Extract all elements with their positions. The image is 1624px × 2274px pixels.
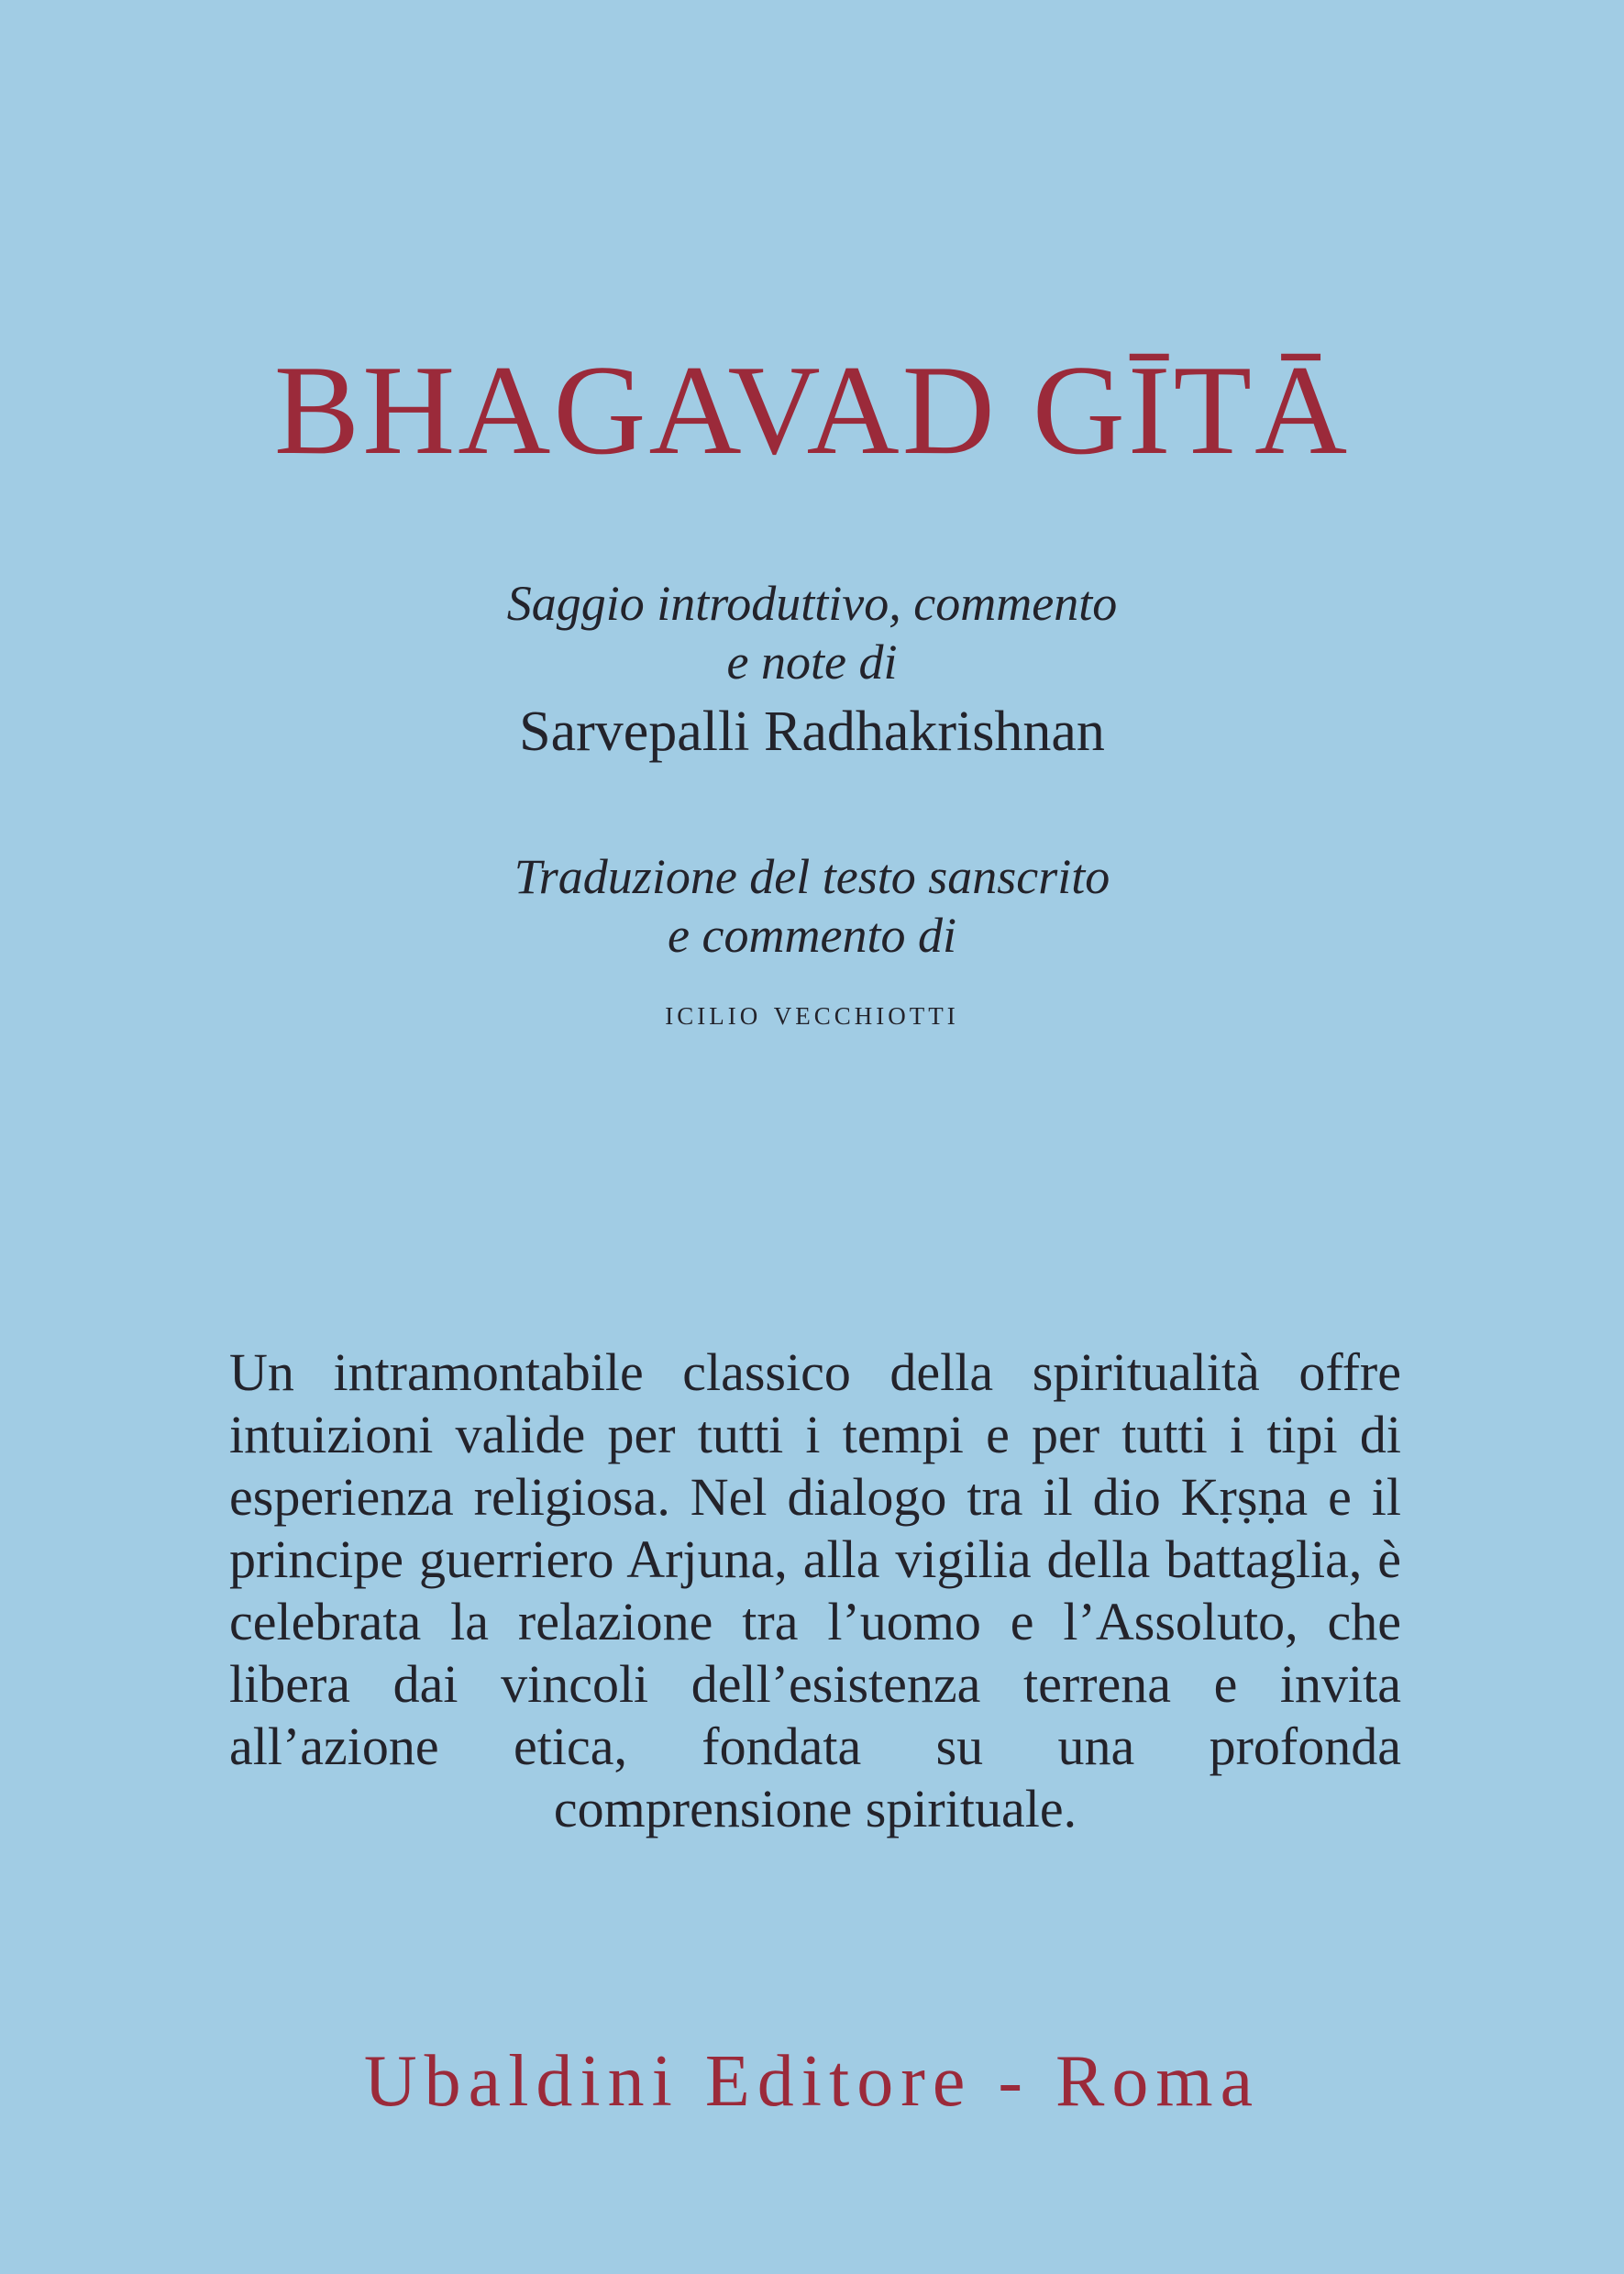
intro-credit bbox=[0, 574, 1624, 768]
translation-credit-line-2: e commento di bbox=[668, 908, 956, 963]
intro-credit-line-1: Saggio introduttivo, commento bbox=[506, 576, 1118, 631]
intro-credit-line-2: e note di bbox=[726, 635, 898, 690]
translator-name: icilio vecchiotti bbox=[665, 994, 959, 1032]
translation-credit-line-1: Traduzione del testo sanscrito bbox=[514, 849, 1110, 904]
author-name: Sarvepalli Radhakrishnan bbox=[519, 701, 1105, 763]
back-cover-blurb: Un intramontabile classico della spiritualità offre intuizioni valide per tutti i tempi e per tutti i tipi di esperienza religiosa. Nel dialogo tra il dio Kṛṣṇa e il principe guerriero Arjuna, alla vigilia della battaglia, è celebrata la relazione tra l’uomo e l’Assoluto, che libera dai vincoli dell’esistenza terrena e invita all’azione etica, fondata su una profonda comprensione spirituale. bbox=[229, 1342, 1401, 1838]
translation-credit bbox=[0, 847, 1624, 1036]
publisher-imprint: Ubaldini Editore - Roma bbox=[363, 2041, 1261, 2122]
book-title: BHAGAVAD GĪTĀ bbox=[273, 339, 1351, 481]
